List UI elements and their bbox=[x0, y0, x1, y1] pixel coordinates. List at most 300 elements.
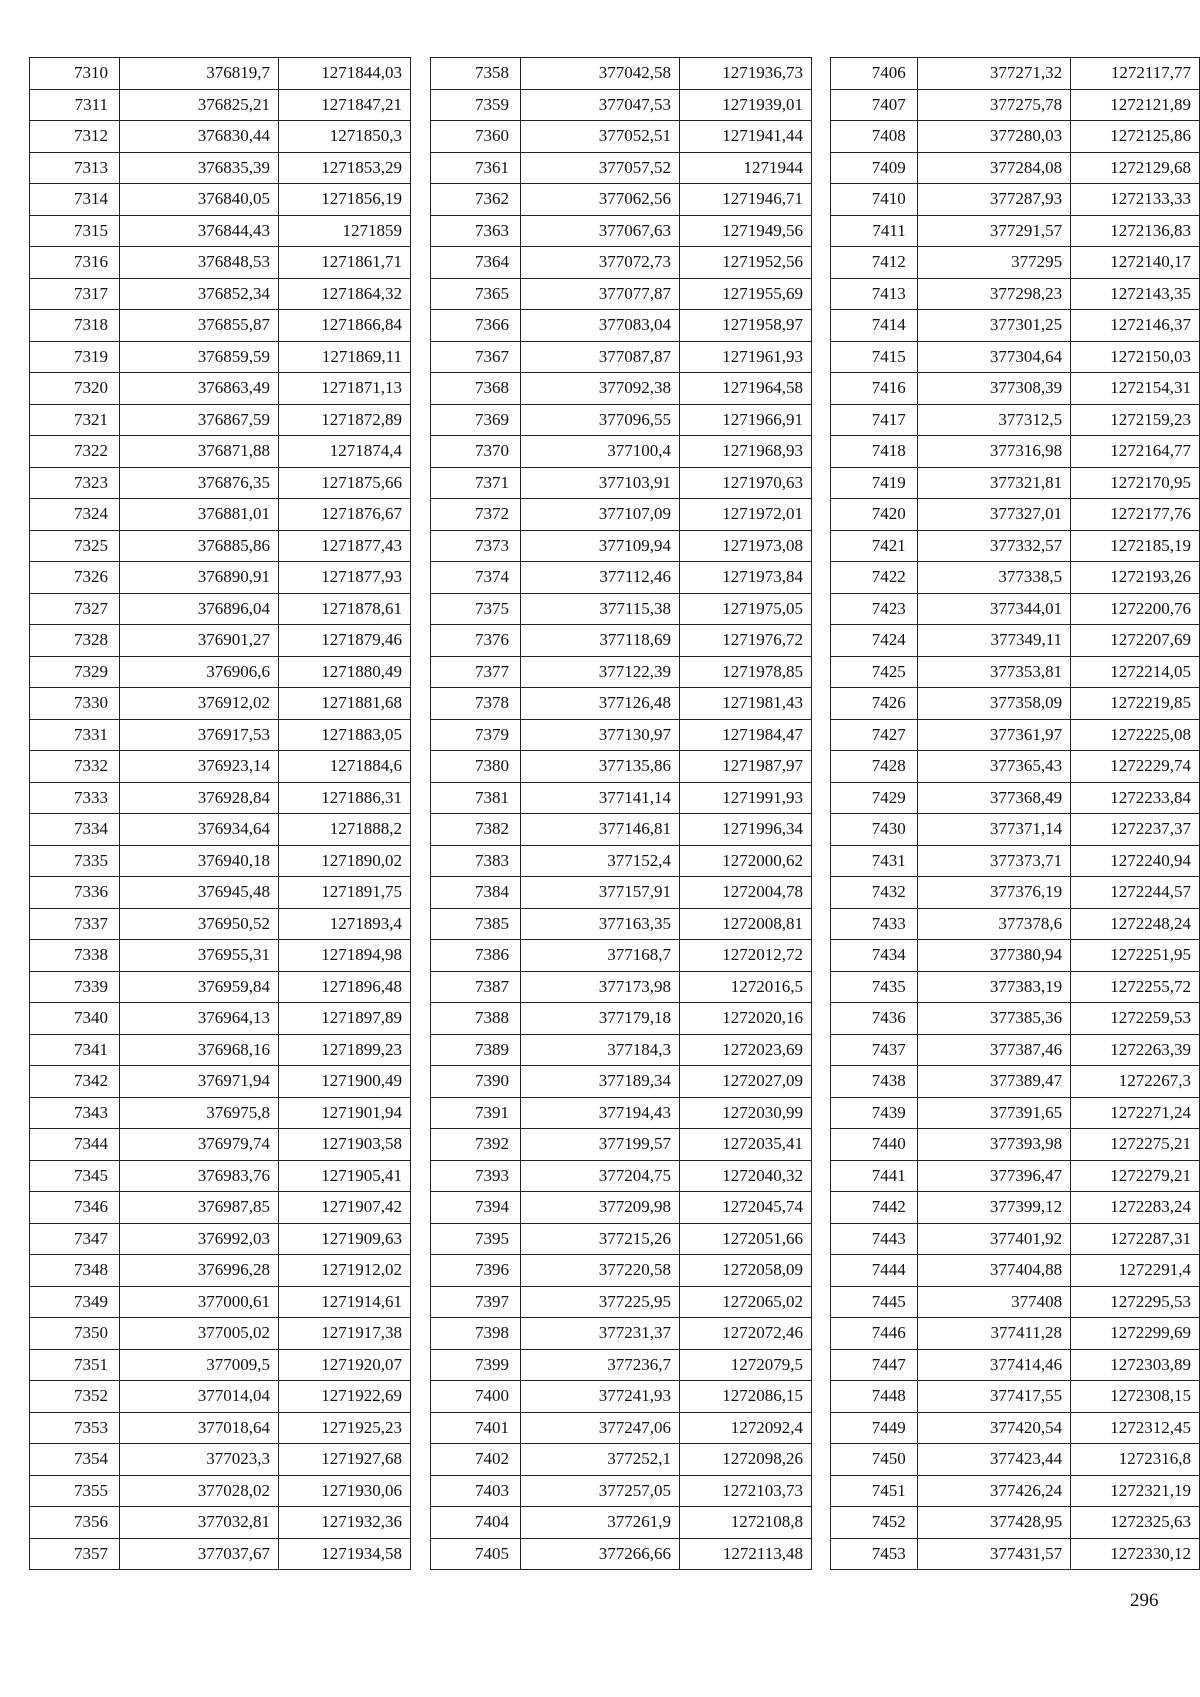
x-coordinate-cell: 376987,85 bbox=[120, 1192, 279, 1224]
y-coordinate-cell: 1272004,78 bbox=[680, 877, 812, 909]
x-coordinate-cell: 377241,93 bbox=[521, 1381, 680, 1413]
table-row bbox=[831, 908, 1200, 940]
x-coordinate-cell: 376975,8 bbox=[120, 1097, 279, 1129]
y-coordinate-cell: 1271891,75 bbox=[279, 877, 411, 909]
x-coordinate-cell: 377077,87 bbox=[521, 278, 680, 310]
table-row bbox=[831, 404, 1200, 436]
x-coordinate-cell: 376950,52 bbox=[120, 908, 279, 940]
y-coordinate-cell: 1271934,58 bbox=[279, 1538, 411, 1570]
table-row bbox=[431, 719, 812, 751]
point-number-cell: 7335 bbox=[30, 845, 120, 877]
table-row bbox=[30, 404, 411, 436]
y-coordinate-cell: 1272146,37 bbox=[1071, 310, 1200, 342]
table-row bbox=[831, 688, 1200, 720]
y-coordinate-cell: 1271901,94 bbox=[279, 1097, 411, 1129]
y-coordinate-cell: 1272020,16 bbox=[680, 1003, 812, 1035]
x-coordinate-cell: 376971,94 bbox=[120, 1066, 279, 1098]
point-number-cell: 7318 bbox=[30, 310, 120, 342]
y-coordinate-cell: 1271970,63 bbox=[680, 467, 812, 499]
point-number-cell: 7366 bbox=[431, 310, 521, 342]
point-number-cell: 7377 bbox=[431, 656, 521, 688]
table-row bbox=[431, 940, 812, 972]
point-number-cell: 7439 bbox=[831, 1097, 918, 1129]
table-row bbox=[431, 1286, 812, 1318]
point-number-cell: 7345 bbox=[30, 1160, 120, 1192]
point-number-cell: 7341 bbox=[30, 1034, 120, 1066]
table-row bbox=[831, 562, 1200, 594]
y-coordinate-cell: 1271893,4 bbox=[279, 908, 411, 940]
y-coordinate-cell: 1271973,84 bbox=[680, 562, 812, 594]
x-coordinate-cell: 377072,73 bbox=[521, 247, 680, 279]
point-number-cell: 7396 bbox=[431, 1255, 521, 1287]
x-coordinate-cell: 376881,01 bbox=[120, 499, 279, 531]
point-number-cell: 7379 bbox=[431, 719, 521, 751]
point-number-cell: 7355 bbox=[30, 1475, 120, 1507]
y-coordinate-cell: 1272267,3 bbox=[1071, 1066, 1200, 1098]
y-coordinate-cell: 1271879,46 bbox=[279, 625, 411, 657]
point-number-cell: 7393 bbox=[431, 1160, 521, 1192]
point-number-cell: 7414 bbox=[831, 310, 918, 342]
table-row bbox=[431, 341, 812, 373]
x-coordinate-cell: 377408 bbox=[917, 1286, 1070, 1318]
point-number-cell: 7453 bbox=[831, 1538, 918, 1570]
y-coordinate-cell: 1271853,29 bbox=[279, 152, 411, 184]
table-row bbox=[831, 1412, 1200, 1444]
point-number-cell: 7398 bbox=[431, 1318, 521, 1350]
y-coordinate-cell: 1272185,19 bbox=[1071, 530, 1200, 562]
y-coordinate-cell: 1271874,4 bbox=[279, 436, 411, 468]
y-coordinate-cell: 1272136,83 bbox=[1071, 215, 1200, 247]
table-row bbox=[30, 499, 411, 531]
x-coordinate-cell: 377005,02 bbox=[120, 1318, 279, 1350]
x-coordinate-cell: 377220,58 bbox=[521, 1255, 680, 1287]
point-number-cell: 7429 bbox=[831, 782, 918, 814]
x-coordinate-cell: 376968,16 bbox=[120, 1034, 279, 1066]
y-coordinate-cell: 1272240,94 bbox=[1071, 845, 1200, 877]
table-row bbox=[30, 247, 411, 279]
coordinate-table-body bbox=[431, 58, 812, 1570]
table-row bbox=[431, 247, 812, 279]
table-row bbox=[431, 1129, 812, 1161]
table-row bbox=[30, 1318, 411, 1350]
point-number-cell: 7442 bbox=[831, 1192, 918, 1224]
table-row bbox=[831, 751, 1200, 783]
y-coordinate-cell: 1272177,76 bbox=[1071, 499, 1200, 531]
x-coordinate-cell: 377261,9 bbox=[521, 1507, 680, 1539]
point-number-cell: 7421 bbox=[831, 530, 918, 562]
table-row bbox=[831, 184, 1200, 216]
y-coordinate-cell: 1271878,61 bbox=[279, 593, 411, 625]
y-coordinate-cell: 1272108,8 bbox=[680, 1507, 812, 1539]
table-row bbox=[431, 404, 812, 436]
y-coordinate-cell: 1271896,48 bbox=[279, 971, 411, 1003]
table-row bbox=[431, 782, 812, 814]
point-number-cell: 7436 bbox=[831, 1003, 918, 1035]
point-number-cell: 7357 bbox=[30, 1538, 120, 1570]
table-row bbox=[431, 814, 812, 846]
x-coordinate-cell: 377047,53 bbox=[521, 89, 680, 121]
point-number-cell: 7315 bbox=[30, 215, 120, 247]
x-coordinate-cell: 377376,19 bbox=[917, 877, 1070, 909]
x-coordinate-cell: 377115,38 bbox=[521, 593, 680, 625]
x-coordinate-cell: 376901,27 bbox=[120, 625, 279, 657]
x-coordinate-cell: 377417,55 bbox=[917, 1381, 1070, 1413]
table-row bbox=[30, 1412, 411, 1444]
y-coordinate-cell: 1271847,21 bbox=[279, 89, 411, 121]
y-coordinate-cell: 1271886,31 bbox=[279, 782, 411, 814]
point-number-cell: 7328 bbox=[30, 625, 120, 657]
y-coordinate-cell: 1272330,12 bbox=[1071, 1538, 1200, 1570]
point-number-cell: 7326 bbox=[30, 562, 120, 594]
x-coordinate-cell: 376871,88 bbox=[120, 436, 279, 468]
y-coordinate-cell: 1271856,19 bbox=[279, 184, 411, 216]
x-coordinate-cell: 377389,47 bbox=[917, 1066, 1070, 1098]
x-coordinate-cell: 377423,44 bbox=[917, 1444, 1070, 1476]
x-coordinate-cell: 377130,97 bbox=[521, 719, 680, 751]
table-row bbox=[431, 310, 812, 342]
y-coordinate-cell: 1272092,4 bbox=[680, 1412, 812, 1444]
table-row bbox=[831, 593, 1200, 625]
y-coordinate-cell: 1272125,86 bbox=[1071, 121, 1200, 153]
y-coordinate-cell: 1271925,23 bbox=[279, 1412, 411, 1444]
point-number-cell: 7373 bbox=[431, 530, 521, 562]
x-coordinate-cell: 377380,94 bbox=[917, 940, 1070, 972]
x-coordinate-cell: 377141,14 bbox=[521, 782, 680, 814]
point-number-cell: 7319 bbox=[30, 341, 120, 373]
table-row bbox=[431, 215, 812, 247]
y-coordinate-cell: 1272030,99 bbox=[680, 1097, 812, 1129]
coordinate-table-body bbox=[30, 58, 411, 1570]
point-number-cell: 7352 bbox=[30, 1381, 120, 1413]
point-number-cell: 7358 bbox=[431, 58, 521, 90]
table-row bbox=[831, 1034, 1200, 1066]
x-coordinate-cell: 377152,4 bbox=[521, 845, 680, 877]
point-number-cell: 7407 bbox=[831, 89, 918, 121]
coordinate-table-left bbox=[29, 57, 411, 1570]
point-number-cell: 7327 bbox=[30, 593, 120, 625]
y-coordinate-cell: 1271978,85 bbox=[680, 656, 812, 688]
table-row bbox=[431, 499, 812, 531]
y-coordinate-cell: 1272103,73 bbox=[680, 1475, 812, 1507]
y-coordinate-cell: 1272287,31 bbox=[1071, 1223, 1200, 1255]
y-coordinate-cell: 1271909,63 bbox=[279, 1223, 411, 1255]
y-coordinate-cell: 1271844,03 bbox=[279, 58, 411, 90]
x-coordinate-cell: 377304,64 bbox=[917, 341, 1070, 373]
point-number-cell: 7376 bbox=[431, 625, 521, 657]
x-coordinate-cell: 376906,6 bbox=[120, 656, 279, 688]
table-row bbox=[431, 751, 812, 783]
y-coordinate-cell: 1272016,5 bbox=[680, 971, 812, 1003]
x-coordinate-cell: 377266,66 bbox=[521, 1538, 680, 1570]
y-coordinate-cell: 1271876,67 bbox=[279, 499, 411, 531]
y-coordinate-cell: 1271987,97 bbox=[680, 751, 812, 783]
x-coordinate-cell: 377361,97 bbox=[917, 719, 1070, 751]
y-coordinate-cell: 1272008,81 bbox=[680, 908, 812, 940]
point-number-cell: 7339 bbox=[30, 971, 120, 1003]
y-coordinate-cell: 1271881,68 bbox=[279, 688, 411, 720]
y-coordinate-cell: 1271941,44 bbox=[680, 121, 812, 153]
x-coordinate-cell: 377373,71 bbox=[917, 845, 1070, 877]
table-row bbox=[831, 1507, 1200, 1539]
y-coordinate-cell: 1272045,74 bbox=[680, 1192, 812, 1224]
x-coordinate-cell: 377042,58 bbox=[521, 58, 680, 90]
y-coordinate-cell: 1272072,46 bbox=[680, 1318, 812, 1350]
x-coordinate-cell: 377280,03 bbox=[917, 121, 1070, 153]
point-number-cell: 7389 bbox=[431, 1034, 521, 1066]
table-row bbox=[431, 467, 812, 499]
x-coordinate-cell: 376835,39 bbox=[120, 152, 279, 184]
table-row bbox=[431, 877, 812, 909]
y-coordinate-cell: 1272279,21 bbox=[1071, 1160, 1200, 1192]
point-number-cell: 7338 bbox=[30, 940, 120, 972]
x-coordinate-cell: 376959,84 bbox=[120, 971, 279, 1003]
table-row bbox=[431, 1507, 812, 1539]
point-number-cell: 7314 bbox=[30, 184, 120, 216]
table-row bbox=[431, 656, 812, 688]
point-number-cell: 7316 bbox=[30, 247, 120, 279]
point-number-cell: 7416 bbox=[831, 373, 918, 405]
y-coordinate-cell: 1271972,01 bbox=[680, 499, 812, 531]
table-row bbox=[30, 562, 411, 594]
point-number-cell: 7347 bbox=[30, 1223, 120, 1255]
point-number-cell: 7312 bbox=[30, 121, 120, 153]
y-coordinate-cell: 1271894,98 bbox=[279, 940, 411, 972]
x-coordinate-cell: 377271,32 bbox=[917, 58, 1070, 90]
table-row bbox=[431, 1192, 812, 1224]
y-coordinate-cell: 1271884,6 bbox=[279, 751, 411, 783]
table-row bbox=[831, 625, 1200, 657]
y-coordinate-cell: 1271991,93 bbox=[680, 782, 812, 814]
point-number-cell: 7362 bbox=[431, 184, 521, 216]
y-coordinate-cell: 1271927,68 bbox=[279, 1444, 411, 1476]
x-coordinate-cell: 377387,46 bbox=[917, 1034, 1070, 1066]
point-number-cell: 7353 bbox=[30, 1412, 120, 1444]
y-coordinate-cell: 1272164,77 bbox=[1071, 436, 1200, 468]
y-coordinate-cell: 1271864,32 bbox=[279, 278, 411, 310]
point-number-cell: 7383 bbox=[431, 845, 521, 877]
table-row bbox=[431, 908, 812, 940]
x-coordinate-cell: 376992,03 bbox=[120, 1223, 279, 1255]
x-coordinate-cell: 376825,21 bbox=[120, 89, 279, 121]
table-row bbox=[30, 845, 411, 877]
point-number-cell: 7317 bbox=[30, 278, 120, 310]
x-coordinate-cell: 377199,57 bbox=[521, 1129, 680, 1161]
x-coordinate-cell: 377173,98 bbox=[521, 971, 680, 1003]
y-coordinate-cell: 1271932,36 bbox=[279, 1507, 411, 1539]
y-coordinate-cell: 1271912,02 bbox=[279, 1255, 411, 1287]
table-row bbox=[30, 940, 411, 972]
point-number-cell: 7351 bbox=[30, 1349, 120, 1381]
table-row bbox=[30, 89, 411, 121]
point-number-cell: 7368 bbox=[431, 373, 521, 405]
point-number-cell: 7438 bbox=[831, 1066, 918, 1098]
point-number-cell: 7427 bbox=[831, 719, 918, 751]
point-number-cell: 7330 bbox=[30, 688, 120, 720]
x-coordinate-cell: 376996,28 bbox=[120, 1255, 279, 1287]
table-row bbox=[431, 121, 812, 153]
point-number-cell: 7365 bbox=[431, 278, 521, 310]
table-row bbox=[431, 1538, 812, 1570]
y-coordinate-cell: 1271875,66 bbox=[279, 467, 411, 499]
x-coordinate-cell: 377368,49 bbox=[917, 782, 1070, 814]
y-coordinate-cell: 1271944 bbox=[680, 152, 812, 184]
point-number-cell: 7451 bbox=[831, 1475, 918, 1507]
coordinate-table-right bbox=[830, 57, 1200, 1570]
x-coordinate-cell: 377431,57 bbox=[917, 1538, 1070, 1570]
y-coordinate-cell: 1271907,42 bbox=[279, 1192, 411, 1224]
y-coordinate-cell: 1272321,19 bbox=[1071, 1475, 1200, 1507]
table-row bbox=[831, 373, 1200, 405]
table-row bbox=[30, 656, 411, 688]
x-coordinate-cell: 377396,47 bbox=[917, 1160, 1070, 1192]
y-coordinate-cell: 1271871,13 bbox=[279, 373, 411, 405]
y-coordinate-cell: 1272259,53 bbox=[1071, 1003, 1200, 1035]
table-row bbox=[831, 1223, 1200, 1255]
point-number-cell: 7433 bbox=[831, 908, 918, 940]
y-coordinate-cell: 1271920,07 bbox=[279, 1349, 411, 1381]
table-row bbox=[30, 1286, 411, 1318]
point-number-cell: 7440 bbox=[831, 1129, 918, 1161]
x-coordinate-cell: 377332,57 bbox=[917, 530, 1070, 562]
y-coordinate-cell: 1272035,41 bbox=[680, 1129, 812, 1161]
point-number-cell: 7361 bbox=[431, 152, 521, 184]
y-coordinate-cell: 1271850,3 bbox=[279, 121, 411, 153]
point-number-cell: 7403 bbox=[431, 1475, 521, 1507]
point-number-cell: 7386 bbox=[431, 940, 521, 972]
table-row bbox=[431, 530, 812, 562]
x-coordinate-cell: 377032,81 bbox=[120, 1507, 279, 1539]
x-coordinate-cell: 377420,54 bbox=[917, 1412, 1070, 1444]
table-row bbox=[30, 310, 411, 342]
x-coordinate-cell: 377092,38 bbox=[521, 373, 680, 405]
point-number-cell: 7385 bbox=[431, 908, 521, 940]
coordinate-table-middle bbox=[430, 57, 812, 1570]
x-coordinate-cell: 376844,43 bbox=[120, 215, 279, 247]
table-row bbox=[30, 152, 411, 184]
table-row bbox=[431, 625, 812, 657]
point-number-cell: 7334 bbox=[30, 814, 120, 846]
y-coordinate-cell: 1272312,45 bbox=[1071, 1412, 1200, 1444]
table-row bbox=[831, 845, 1200, 877]
point-number-cell: 7394 bbox=[431, 1192, 521, 1224]
table-row bbox=[30, 1255, 411, 1287]
x-coordinate-cell: 377312,5 bbox=[917, 404, 1070, 436]
table-row bbox=[831, 1066, 1200, 1098]
x-coordinate-cell: 377399,12 bbox=[917, 1192, 1070, 1224]
x-coordinate-cell: 377383,19 bbox=[917, 971, 1070, 1003]
x-coordinate-cell: 376983,76 bbox=[120, 1160, 279, 1192]
y-coordinate-cell: 1272143,35 bbox=[1071, 278, 1200, 310]
x-coordinate-cell: 377284,08 bbox=[917, 152, 1070, 184]
point-number-cell: 7435 bbox=[831, 971, 918, 1003]
y-coordinate-cell: 1271869,11 bbox=[279, 341, 411, 373]
y-coordinate-cell: 1272275,21 bbox=[1071, 1129, 1200, 1161]
point-number-cell: 7448 bbox=[831, 1381, 918, 1413]
x-coordinate-cell: 377052,51 bbox=[521, 121, 680, 153]
point-number-cell: 7445 bbox=[831, 1286, 918, 1318]
x-coordinate-cell: 377083,04 bbox=[521, 310, 680, 342]
x-coordinate-cell: 376885,86 bbox=[120, 530, 279, 562]
table-row bbox=[831, 278, 1200, 310]
x-coordinate-cell: 377037,67 bbox=[120, 1538, 279, 1570]
y-coordinate-cell: 1271949,56 bbox=[680, 215, 812, 247]
point-number-cell: 7410 bbox=[831, 184, 918, 216]
y-coordinate-cell: 1272214,05 bbox=[1071, 656, 1200, 688]
point-number-cell: 7388 bbox=[431, 1003, 521, 1035]
y-coordinate-cell: 1272086,15 bbox=[680, 1381, 812, 1413]
x-coordinate-cell: 377028,02 bbox=[120, 1475, 279, 1507]
y-coordinate-cell: 1272229,74 bbox=[1071, 751, 1200, 783]
y-coordinate-cell: 1271984,47 bbox=[680, 719, 812, 751]
y-coordinate-cell: 1272000,62 bbox=[680, 845, 812, 877]
table-row bbox=[431, 373, 812, 405]
y-coordinate-cell: 1272129,68 bbox=[1071, 152, 1200, 184]
x-coordinate-cell: 377057,52 bbox=[521, 152, 680, 184]
y-coordinate-cell: 1272051,66 bbox=[680, 1223, 812, 1255]
y-coordinate-cell: 1271866,84 bbox=[279, 310, 411, 342]
point-number-cell: 7428 bbox=[831, 751, 918, 783]
table-row bbox=[431, 1160, 812, 1192]
point-number-cell: 7372 bbox=[431, 499, 521, 531]
table-row bbox=[30, 373, 411, 405]
y-coordinate-cell: 1272295,53 bbox=[1071, 1286, 1200, 1318]
y-coordinate-cell: 1272027,09 bbox=[680, 1066, 812, 1098]
y-coordinate-cell: 1271890,02 bbox=[279, 845, 411, 877]
table-row bbox=[431, 1381, 812, 1413]
x-coordinate-cell: 376830,44 bbox=[120, 121, 279, 153]
y-coordinate-cell: 1272233,84 bbox=[1071, 782, 1200, 814]
point-number-cell: 7446 bbox=[831, 1318, 918, 1350]
point-number-cell: 7443 bbox=[831, 1223, 918, 1255]
point-number-cell: 7320 bbox=[30, 373, 120, 405]
x-coordinate-cell: 377157,91 bbox=[521, 877, 680, 909]
y-coordinate-cell: 1271905,41 bbox=[279, 1160, 411, 1192]
x-coordinate-cell: 377391,65 bbox=[917, 1097, 1070, 1129]
table-row bbox=[831, 499, 1200, 531]
x-coordinate-cell: 377353,81 bbox=[917, 656, 1070, 688]
x-coordinate-cell: 377365,43 bbox=[917, 751, 1070, 783]
x-coordinate-cell: 377204,75 bbox=[521, 1160, 680, 1192]
table-row bbox=[431, 1444, 812, 1476]
x-coordinate-cell: 376964,13 bbox=[120, 1003, 279, 1035]
y-coordinate-cell: 1272079,5 bbox=[680, 1349, 812, 1381]
point-number-cell: 7367 bbox=[431, 341, 521, 373]
y-coordinate-cell: 1271897,89 bbox=[279, 1003, 411, 1035]
table-row bbox=[30, 1192, 411, 1224]
y-coordinate-cell: 1272121,89 bbox=[1071, 89, 1200, 121]
point-number-cell: 7400 bbox=[431, 1381, 521, 1413]
point-number-cell: 7342 bbox=[30, 1066, 120, 1098]
point-number-cell: 7381 bbox=[431, 782, 521, 814]
x-coordinate-cell: 377404,88 bbox=[917, 1255, 1070, 1287]
point-number-cell: 7370 bbox=[431, 436, 521, 468]
y-coordinate-cell: 1272308,15 bbox=[1071, 1381, 1200, 1413]
table-row bbox=[831, 782, 1200, 814]
y-coordinate-cell: 1271914,61 bbox=[279, 1286, 411, 1318]
y-coordinate-cell: 1271966,91 bbox=[680, 404, 812, 436]
y-coordinate-cell: 1272040,32 bbox=[680, 1160, 812, 1192]
point-number-cell: 7364 bbox=[431, 247, 521, 279]
coordinate-table-body bbox=[831, 58, 1200, 1570]
table-row bbox=[30, 593, 411, 625]
table-row bbox=[30, 530, 411, 562]
table-row bbox=[30, 1507, 411, 1539]
table-row bbox=[431, 1412, 812, 1444]
y-coordinate-cell: 1272113,48 bbox=[680, 1538, 812, 1570]
x-coordinate-cell: 376890,91 bbox=[120, 562, 279, 594]
table-row bbox=[30, 184, 411, 216]
point-number-cell: 7406 bbox=[831, 58, 918, 90]
